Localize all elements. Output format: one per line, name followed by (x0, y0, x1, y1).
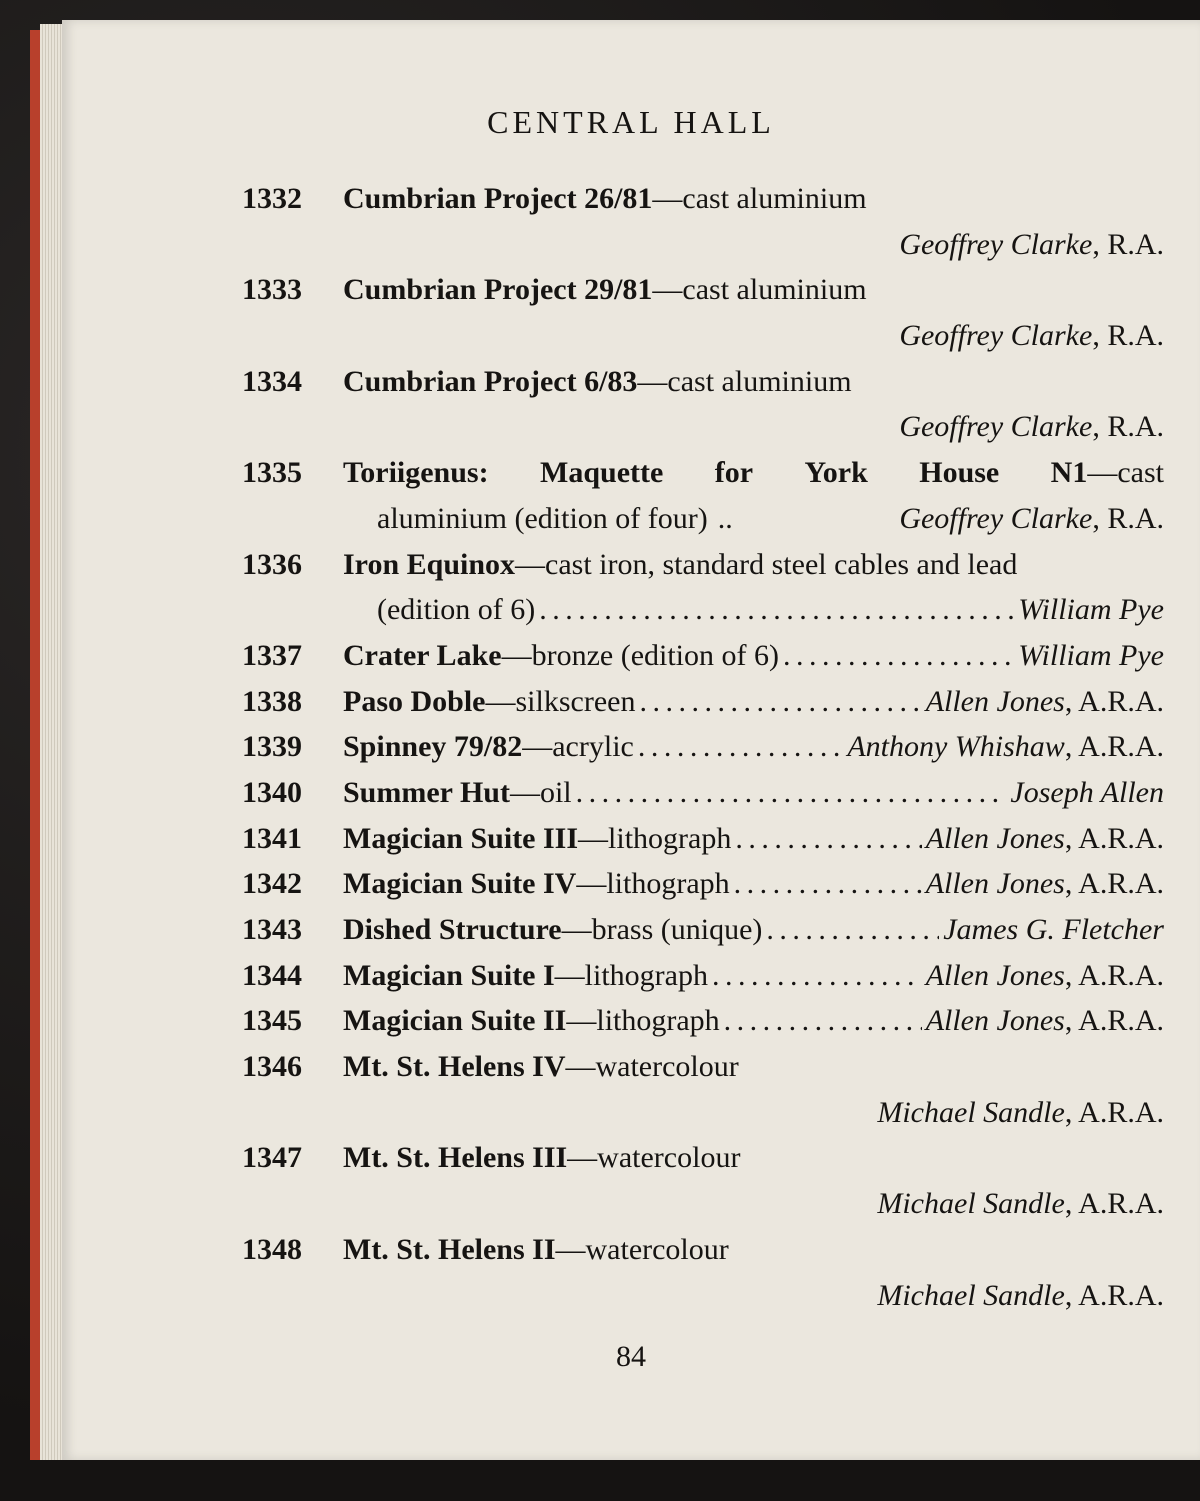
entry-artist: Geoffrey Clarke, R.A. (899, 227, 1164, 261)
entry-line (242, 359, 1164, 405)
entry-artist-line (242, 222, 1164, 268)
entry-title: Magician Suite III (343, 821, 579, 855)
dot-leader (576, 770, 1007, 816)
entry-medium: —watercolour (567, 1141, 741, 1175)
entry-continuation-line (242, 587, 1164, 633)
entry-line (242, 450, 1164, 496)
entry-artist-line (242, 1273, 1164, 1319)
entry-artist: Michael Sandle, A.R.A. (877, 1187, 1164, 1221)
running-head: CENTRAL HALL (487, 104, 775, 140)
entry-number: 1347 (242, 1141, 302, 1175)
entry-number: 1348 (242, 1232, 302, 1266)
entry-medium: —lithograph (578, 821, 732, 855)
entry-title: Dished Structure (343, 913, 562, 946)
entry-title-word: Toriigenus: (343, 456, 489, 490)
entry-number: 1332 (242, 182, 302, 215)
entry-title: Iron Equinox (343, 547, 516, 581)
entry-medium-continued: aluminium (edition of four) (377, 501, 708, 535)
entry-medium: —brass (unique) (561, 913, 763, 946)
entry-medium: —cast aluminium (652, 273, 867, 307)
entry-line (242, 724, 1164, 770)
entry-artist: Allen Jones, A.R.A. (925, 684, 1164, 718)
entry-title: Mt. St. Helens III (343, 1141, 568, 1175)
entry-title: Summer Hut (343, 775, 510, 809)
entry-title-word: York (804, 456, 868, 490)
entry-line (242, 770, 1164, 816)
entry-medium: —cast (1087, 456, 1164, 490)
entry-title: Magician Suite I (343, 958, 555, 992)
dot-leader (539, 587, 1014, 633)
entry-medium: —cast iron, standard steel cables and lead (515, 547, 1018, 581)
dot-leader (638, 724, 843, 770)
entry-line (242, 907, 1164, 953)
entry-title: Spinney 79/82 (343, 730, 523, 764)
entry-medium: —oil (509, 775, 572, 809)
entry-line (242, 953, 1164, 999)
entry-title: Crater Lake (343, 638, 502, 672)
entry-list (242, 176, 1164, 1318)
entry-title: Paso Doble (343, 684, 486, 718)
entry-artist: Allen Jones, A.R.A. (925, 1004, 1164, 1038)
dot-leader (766, 907, 939, 953)
entry-medium: —bronze (edition of 6) (501, 638, 779, 672)
dot-leader (783, 633, 1014, 679)
entry-line (242, 1227, 1164, 1273)
entry-medium: —watercolour (565, 1050, 739, 1084)
entry-artist-line (242, 1181, 1164, 1227)
entry-artist-line (242, 313, 1164, 359)
entry-number: 1343 (242, 913, 302, 946)
entry-title: Cumbrian Project 29/81 (343, 273, 653, 307)
page-number: 84 (616, 1340, 646, 1373)
entry-medium: —cast aluminium (637, 364, 852, 398)
entry-line (242, 542, 1164, 588)
entry-artist-line (242, 404, 1164, 450)
entry-continuation-line (242, 496, 1164, 542)
dot-leader (734, 861, 922, 907)
entry-line (242, 176, 1164, 222)
entry-artist: Allen Jones, A.R.A. (925, 821, 1164, 855)
entry-title: Mt. St. Helens IV (343, 1050, 566, 1084)
entry-artist: Geoffrey Clarke, R.A. (899, 319, 1164, 353)
dot-leader (735, 816, 921, 862)
entry-number: 1344 (242, 958, 302, 992)
entry-artist: Allen Jones, A.R.A. (925, 867, 1164, 901)
entry-number: 1340 (242, 775, 302, 809)
entry-title: Magician Suite II (343, 1004, 567, 1038)
entry-line (242, 998, 1164, 1044)
entry-medium: —lithograph (576, 867, 730, 901)
entry-line (242, 816, 1164, 862)
entry-title-word: House (919, 456, 1000, 490)
entry-title: Mt. St. Helens II (343, 1232, 556, 1266)
entry-number: 1346 (242, 1050, 302, 1084)
catalogue-page (62, 20, 1200, 1460)
dot-leader: .. (717, 501, 733, 535)
entry-line (242, 267, 1164, 313)
entry-line (242, 633, 1164, 679)
entry-number: 1342 (242, 867, 302, 901)
entry-medium: —lithograph (554, 958, 708, 992)
dot-leader (639, 679, 921, 725)
entry-medium: —acrylic (522, 730, 634, 764)
entry-line (242, 861, 1164, 907)
entry-artist: Geoffrey Clarke, R.A. (899, 501, 1164, 535)
entry-number: 1341 (242, 821, 302, 855)
entry-medium: —cast aluminium (652, 182, 867, 215)
entry-title-word: N1 (1050, 456, 1088, 490)
entry-artist-line (242, 1090, 1164, 1136)
dot-leader (724, 998, 922, 1044)
entry-number: 1337 (242, 638, 302, 672)
entry-line (242, 1044, 1164, 1090)
entry-number: 1338 (242, 684, 302, 718)
entry-medium: —silkscreen (485, 684, 636, 718)
entry-number: 1339 (242, 730, 302, 764)
entry-medium-continued: (edition of 6) (377, 593, 536, 627)
entry-artist: James G. Fletcher (943, 913, 1164, 946)
entry-artist: Michael Sandle, A.R.A. (877, 1095, 1164, 1129)
entry-title-word: Maquette (540, 456, 664, 490)
entry-number: 1333 (242, 273, 302, 307)
entry-title: Magician Suite IV (343, 867, 577, 901)
entry-line (242, 679, 1164, 725)
entry-title: Cumbrian Project 26/81 (343, 182, 653, 215)
entry-artist: Anthony Whishaw, A.R.A. (847, 730, 1164, 764)
dot-leader (712, 953, 922, 999)
entry-title-word: for (714, 456, 754, 490)
entry-artist: William Pye (1018, 593, 1164, 627)
entry-artist: William Pye (1018, 638, 1164, 672)
entry-number: 1335 (242, 456, 302, 490)
entry-line (242, 1135, 1164, 1181)
entry-artist: Michael Sandle, A.R.A. (877, 1278, 1164, 1312)
entry-number: 1345 (242, 1004, 302, 1038)
entry-number: 1334 (242, 364, 302, 398)
entry-title: Cumbrian Project 6/83 (343, 364, 638, 398)
entry-artist: Joseph Allen (1010, 775, 1164, 809)
entry-medium: —watercolour (555, 1232, 729, 1266)
entry-artist: Allen Jones, A.R.A. (925, 958, 1164, 992)
entry-medium: —lithograph (566, 1004, 720, 1038)
entry-artist: Geoffrey Clarke, R.A. (899, 410, 1164, 444)
entry-number: 1336 (242, 547, 302, 581)
